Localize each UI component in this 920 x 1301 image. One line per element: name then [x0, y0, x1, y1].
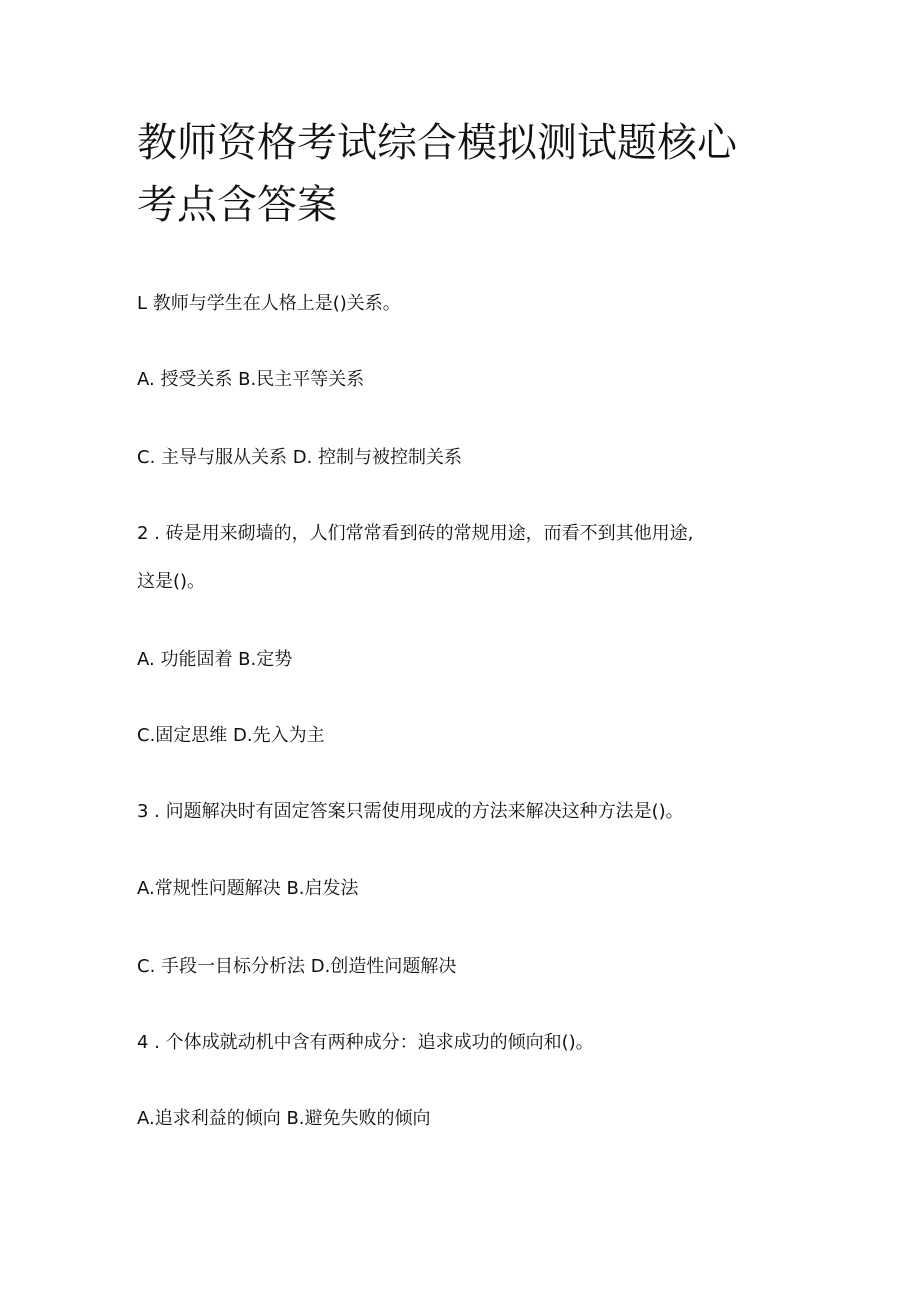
- question-1-stem: L 教师与学生在人格上是()关系。: [137, 293, 401, 314]
- question-4-options-ab: A.追求利益的倾向 B.避免失败的倾向: [137, 1108, 431, 1129]
- question-1-options-ab: A. 授受关系 B.民主平等关系: [137, 369, 365, 390]
- question-1-options-cd: C. 主导与服从关系 D. 控制与被控制关系: [137, 447, 463, 468]
- document-title: [137, 112, 787, 236]
- question-3-options-ab: A.常规性问题解决 B.启发法: [137, 878, 359, 899]
- question-2-stem: 2 . 砖是用来砌墙的，人们常常看到砖的常规用途，而看不到其他用途,: [137, 523, 694, 544]
- question-4-stem: 4 . 个体成就动机中含有两种成分：追求成功的倾向和()。: [137, 1032, 594, 1053]
- question-2-options-cd: C.固定思维 D.先入为主: [137, 725, 325, 746]
- question-3-options-cd: C. 手段一目标分析法 D.创造性问题解决: [137, 956, 457, 977]
- question-2-stem-cont: 这是()。: [137, 571, 206, 592]
- question-3-stem: 3 . 问题解决时有固定答案只需使用现成的方法来解决这种方法是()。: [137, 801, 684, 822]
- question-2-options-ab: A. 功能固着 B.定势: [137, 649, 293, 670]
- title-line-1: 教师资格考试综合模拟测试题核心: [137, 120, 737, 166]
- title-line-2: 考点含答案: [137, 182, 337, 228]
